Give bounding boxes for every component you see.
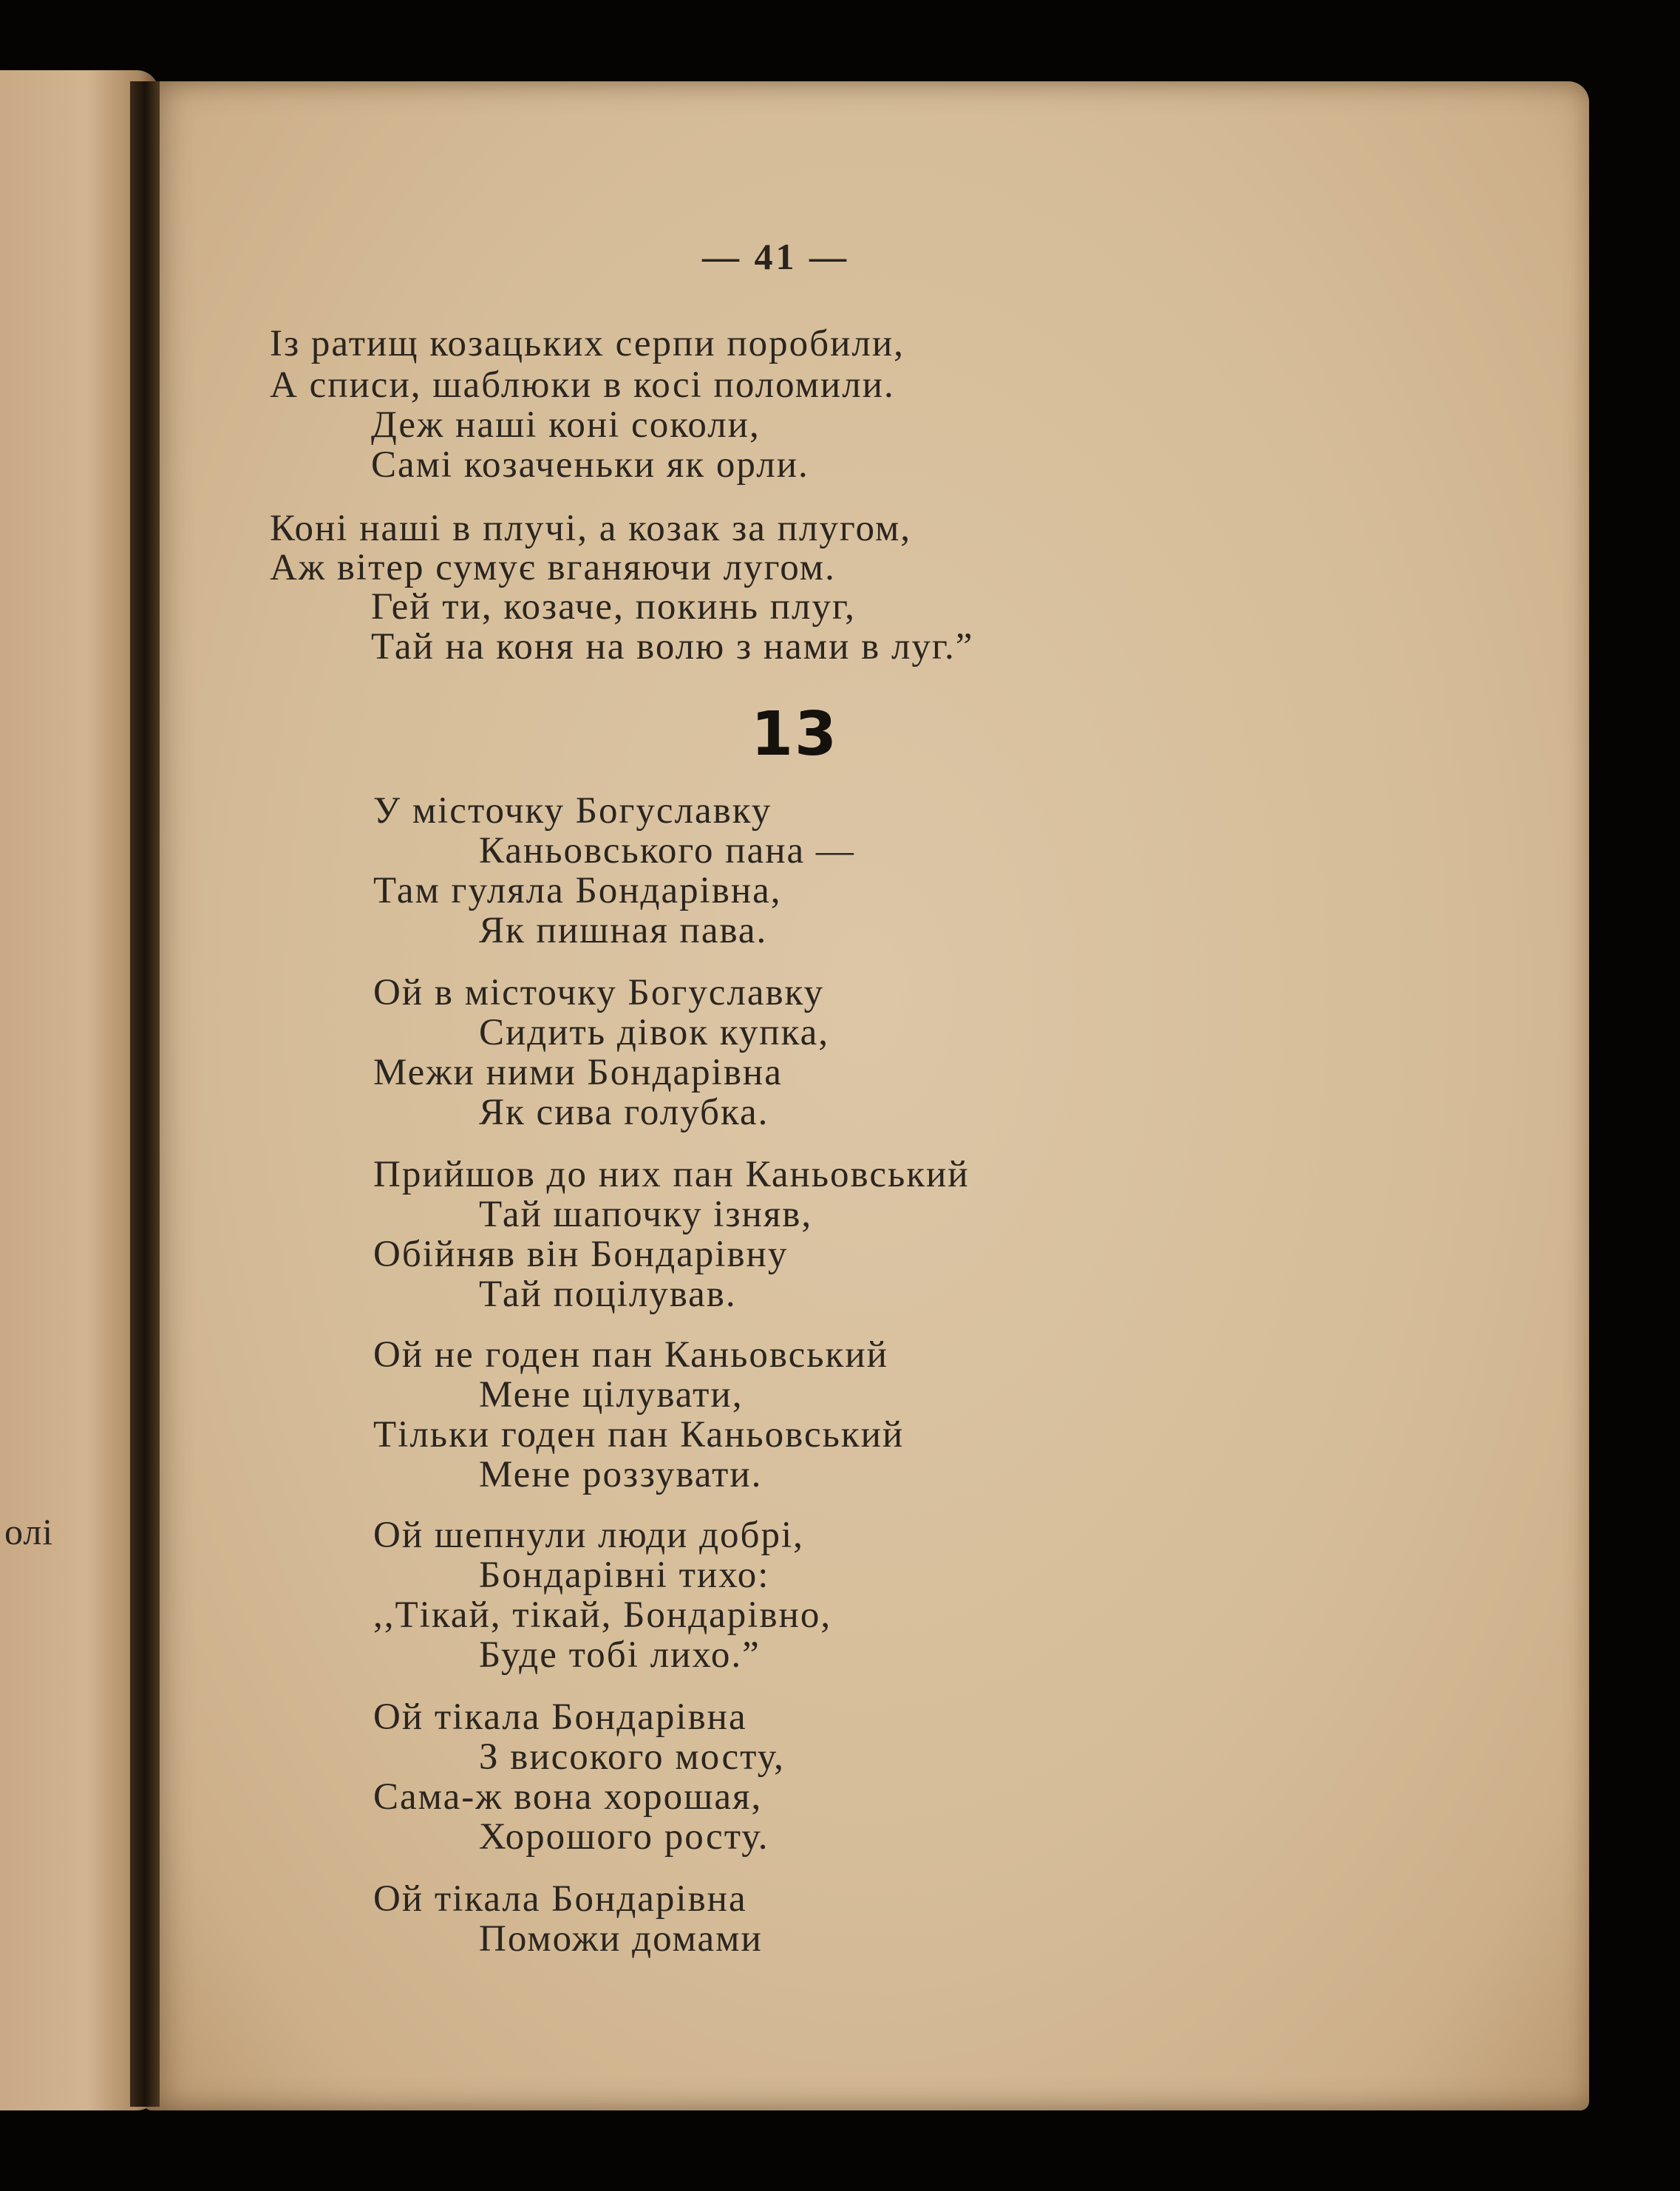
poem-line: Ой тікала Бондарівна [373, 1696, 747, 1738]
poem-line: Бондарівні тихо: [479, 1555, 770, 1596]
poem-line: Прийшов до них пан Каньовський [373, 1154, 970, 1195]
poem-line: Сидить дівок купка, [479, 1012, 829, 1053]
poem-line: Коні наші в плучі, а козак за плугом, [270, 508, 912, 549]
poem-line: Тай на коня на волю з нами в луг.” [371, 626, 974, 668]
poem-line: Буде тобі лихо.” [479, 1634, 761, 1676]
poem-line: Ой не годен пан Каньовський [373, 1334, 888, 1376]
poem-line: У місточку Богуславку [373, 790, 772, 832]
poem-line: Мене роззувати. [479, 1454, 763, 1495]
poem-line: Ой в місточку Богуславку [373, 972, 825, 1013]
page-number: — 41 — [702, 236, 849, 277]
poem-line: Як пишная пава. [479, 910, 768, 951]
poem-line: Межи ними Бондарівна [373, 1052, 783, 1093]
poem-line: Тільки годен пан Каньовський [373, 1414, 905, 1455]
poem-line: Деж наші коні соколи, [371, 404, 761, 446]
poem-line: Аж вітер сумує вганяючи лугом. [270, 547, 836, 588]
poem-line: Як сива голубка. [479, 1092, 769, 1133]
poem-line: Обійняв він Бондарівну [373, 1234, 789, 1275]
poem-line: З високого мосту, [479, 1736, 785, 1778]
poem-line: Тай поцілував. [479, 1274, 737, 1315]
poem-line: Мене цілувати, [479, 1374, 744, 1416]
poem-line: ,,Тікай, тікай, Бондарівно, [373, 1594, 832, 1636]
book-spine [130, 81, 160, 2107]
poem-line: Із ратищ козацьких серпи поробили, [270, 323, 905, 364]
poem-line: Самі козаченьки як орли. [371, 444, 809, 486]
poem-line: Сама-ж вона хорошая, [373, 1776, 763, 1818]
left-page-text-fragment: олі [4, 1511, 54, 1552]
poem-line: Ой шепнули люди добрі, [373, 1515, 804, 1556]
poem-line: А списи, шаблюки в косі поломили. [270, 364, 895, 406]
section-number: 13 [751, 699, 839, 770]
poem-line: Тай шапочку ізняв, [479, 1194, 813, 1235]
poem-line: Там гуляла Бондарівна, [373, 870, 782, 911]
poem-line: Хорошого росту. [479, 1816, 769, 1858]
poem-line: Ой тікала Бондарівна [373, 1878, 747, 1920]
poem-line: Гей ти, козаче, покинь плуг, [371, 586, 856, 628]
poem-line: Поможи домами [479, 1918, 763, 1960]
poem-line: Каньовського пана — [479, 830, 855, 872]
